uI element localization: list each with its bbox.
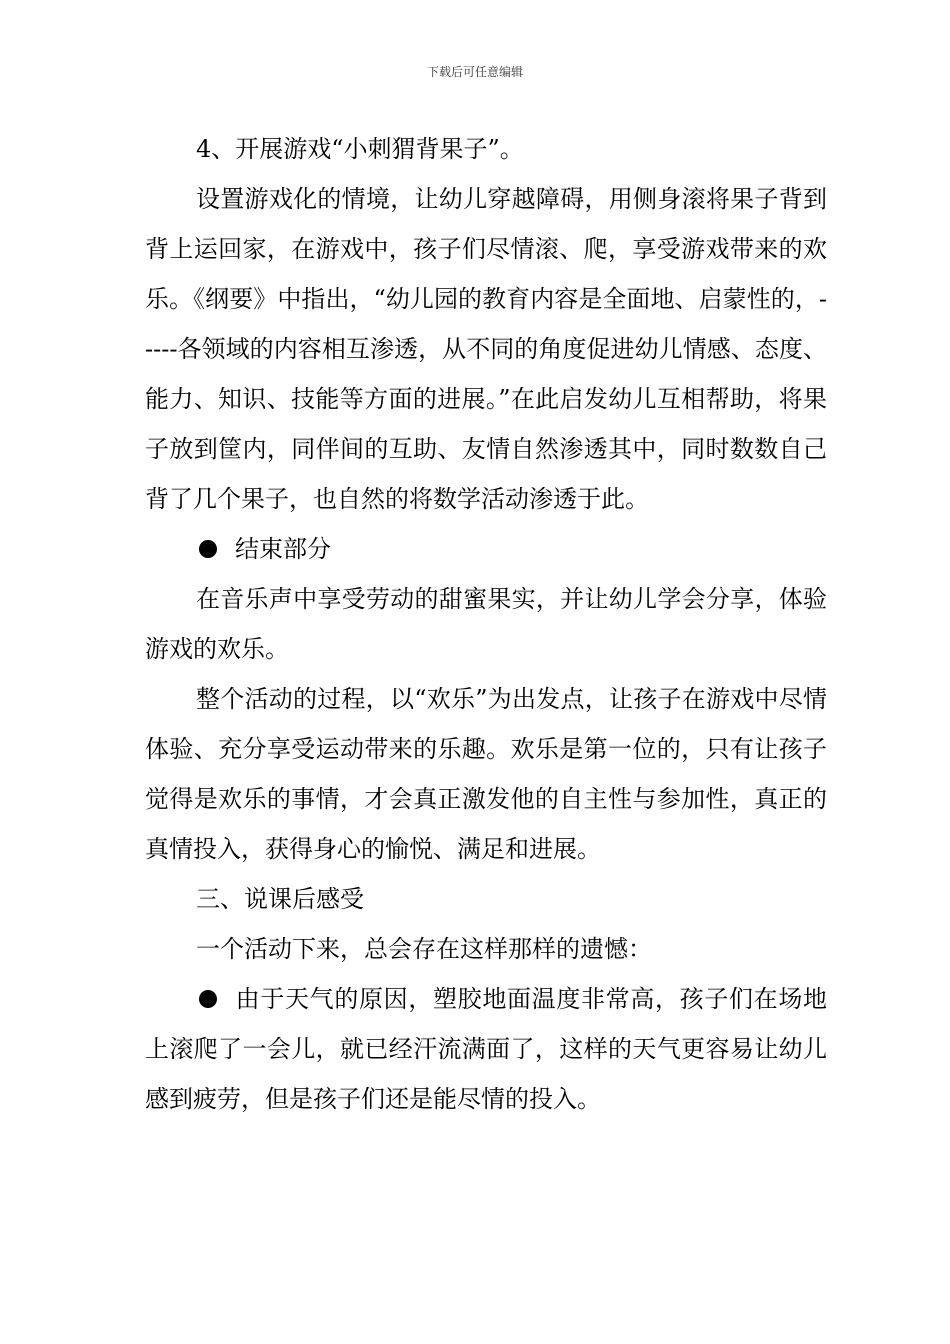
paragraph-game-description: 设置游戏化的情境，让幼儿穿越障碍，用侧身滚将果子背到背上运回家，在游戏中，孩子们尽情滚、爬，享受游戏带来的欢乐。《纲要》中指出，“幼儿园的教育内容是全面地、启蒙性的，-----各领域的内容相互渗透，从不同的角度促进幼儿情感、态度、能力、知识、技能等方面的进展。”在此启发幼儿互相帮助，将果子放到筐内，同伴间的互助、友情自然渗透其中，同时数数自己背了几个果子，也自然的将数学活动渗透于此。 [145, 185, 827, 513]
paragraph-game-title: 4、开展游戏“小刺猬背果子”。 [196, 135, 524, 163]
paragraph-reflection-intro: 一个活动下来，总会存在这样那样的遗憾： [196, 935, 652, 963]
bullet-section-ending [145, 524, 827, 574]
bullet-weather-note [145, 974, 827, 1124]
paragraph-ending-description: 在音乐声中享受劳动的甜蜜果实，并让幼儿学会分享，体验游戏的欢乐。 [145, 585, 827, 663]
page-header: 下载后可任意编辑 [426, 65, 523, 79]
paragraph-activity-summary: 整个活动的过程，以“欢乐”为出发点，让孩子在游戏中尽情体验、充分享受运动带来的乐趣。欢乐是第一位的，只有让孩子觉得是欢乐的事情，才会真正激发他的自主性与参加性，真正的真情投入，获得身心的愉悦、满足和进展。 [145, 685, 827, 863]
bullet-section-ending-label: 结束部分 [235, 535, 331, 563]
bullet-icon [199, 540, 217, 558]
bullet-weather-note-text: 由于天气的原因，塑胶地面温度非常高，孩子们在场地上滚爬了一会儿，就已经汗流满面了，这样的天气更容易让幼儿感到疲劳，但是孩子们还是能尽情的投入。 [145, 985, 827, 1113]
section-heading-reflection: 三、说课后感受 [196, 885, 364, 913]
document-body [145, 124, 827, 1124]
bullet-icon [199, 990, 217, 1008]
